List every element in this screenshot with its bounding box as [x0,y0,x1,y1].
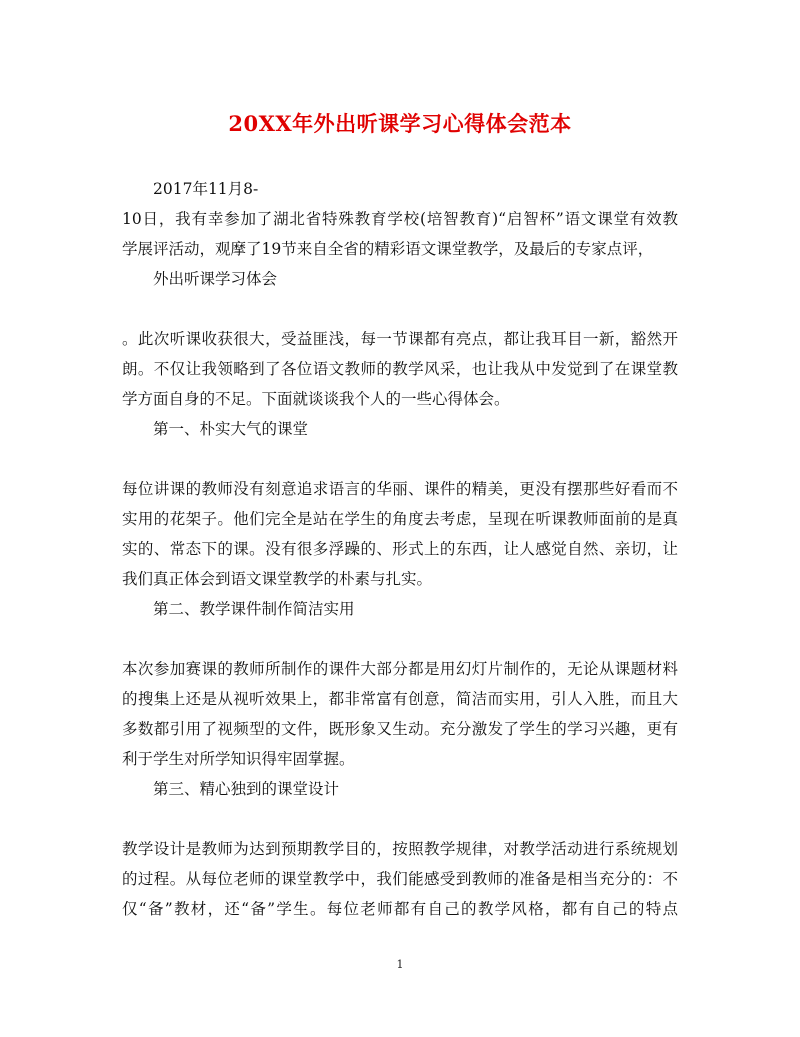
paragraph-line: 朗。不仅让我领略到了各位语文教师的教学风采，也让我从中发觉到了在课堂教 [122,360,678,378]
paragraph-line: 仅“备”教材，还“备”学生。每位老师都有自己的教学风格，都有自己的特点 [122,900,678,918]
paragraph-line: 多数都引用了视频型的文件，既形象又生动。充分激发了学生的学习兴趣，更有 [122,720,678,738]
paragraph-line: 本次参加赛课的教师所制作的课件大部分都是用幻灯片制作的，无论从课题材料 [122,660,678,678]
paragraph-line: 教学设计是教师为达到预期教学目的，按照教学规律，对教学活动进行系统规划 [122,840,678,858]
paragraph-line: 学方面自身的不足。下面就谈谈我个人的一些心得体会。 [122,390,510,408]
date-line: 2017年11月8- [153,180,259,198]
intro-line: 10日，我有幸参加了湖北省特殊教育学校(培智教育)“启智杯”语文课堂有效教 [122,210,678,228]
intro-line: 学展评活动，观摩了19节来自全省的精彩语文课堂教学，及最后的专家点评， [122,240,654,258]
paragraph-line: 的过程。从每位老师的课堂教学中，我们能感受到教师的准备是相当充分的：不 [122,870,678,888]
paragraph-line: 每位讲课的教师没有刻意追求语言的华丽、课件的精美，更没有摆那些好看而不 [122,480,678,498]
section-subtitle: 外出听课学习体会 [153,270,278,288]
document-title: 20XX年外出听课学习心得体会范本 [228,111,572,136]
paragraph-line: 的搜集上还是从视听效果上，都非常富有创意，简洁而实用，引人入胜，而且大 [122,690,678,708]
page-number: 1 [396,958,404,971]
paragraph-line: 。此次听课收获很大，受益匪浅，每一节课都有亮点，都让我耳目一新，豁然开 [122,330,678,348]
section-heading: 第二、教学课件制作简洁实用 [153,600,355,618]
section-heading: 第一、朴实大气的课堂 [153,420,309,438]
section-heading: 第三、精心独到的课堂设计 [153,780,340,798]
paragraph-line: 实用的花架子。他们完全是站在学生的角度去考虑，呈现在听课教师面前的是真 [122,510,678,528]
paragraph-line: 利于学生对所学知识得牢固掌握。 [122,750,355,768]
paragraph-line: 我们真正体会到语文课堂教学的朴素与扎实。 [122,570,433,588]
paragraph-line: 实的、常态下的课。没有很多浮躁的、形式上的东西，让人感觉自然、亲切，让 [122,540,678,558]
